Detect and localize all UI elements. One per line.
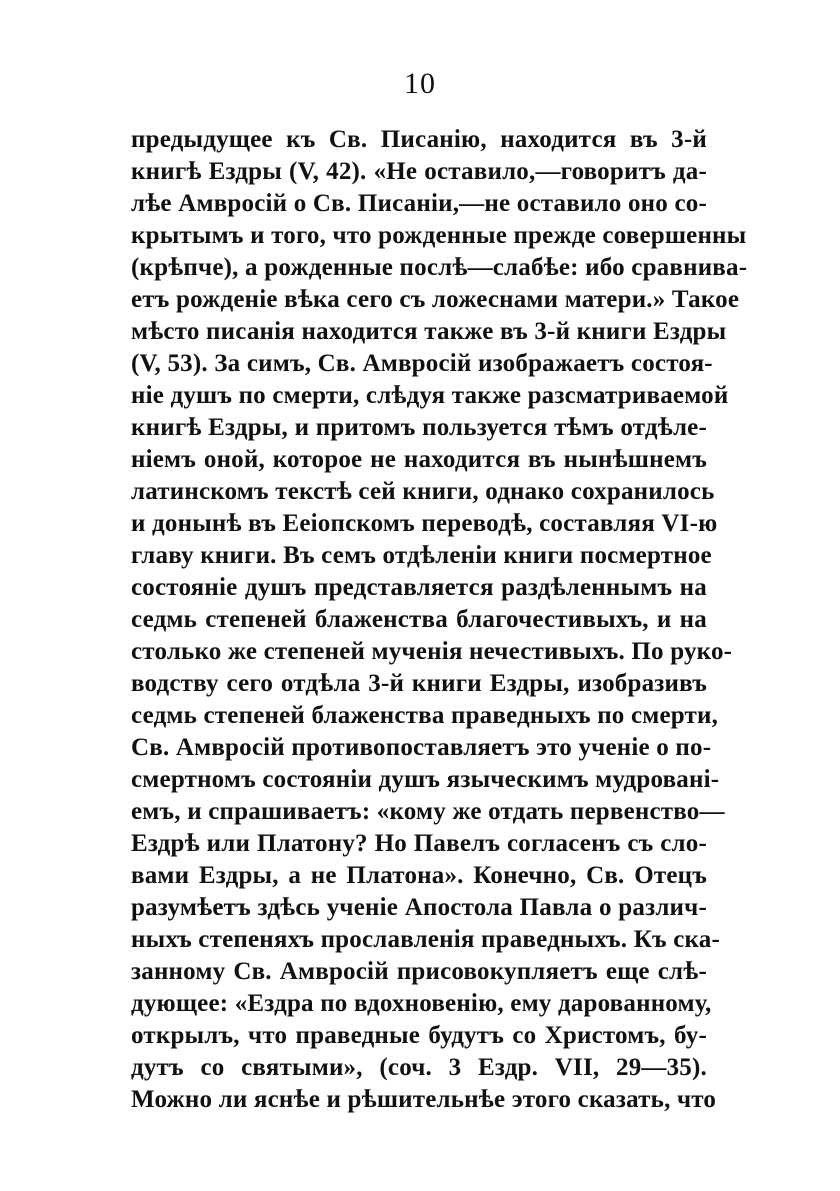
text-line: предыдущее къ Св. Писанію, находится въ 3-й xyxy=(131,126,707,153)
text-line: столько же степеней мученія нечестивыхъ. По руко- xyxy=(131,638,733,665)
text-line: лѣе Амвросій о Св. Писаніи,—не оставило оно со- xyxy=(131,190,707,217)
text-line: ніемъ оной, которое не находится въ нынѣшнемъ xyxy=(131,446,707,473)
text-line: книгѣ Ездры, и притомъ пользуется тѣмъ отдѣле- xyxy=(131,414,707,441)
text-line: (V, 53). За симъ, Св. Амвросій изображаетъ состоя- xyxy=(131,350,713,377)
text-line: занному Св. Амвросій присовокупляетъ еще слѣ- xyxy=(131,958,707,985)
text-line: вами Ездры, а не Платона». Конечно, Св. Отецъ xyxy=(131,862,707,889)
text-line: емъ, и спрашиваетъ: «кому же отдать первенство— xyxy=(131,798,725,825)
text-line: Св. Амвросій противопоставляетъ это ученіе о по- xyxy=(131,734,712,761)
text-line: седмь степеней блаженства праведныхъ по смерти, xyxy=(131,702,719,729)
text-line: водству сего отдѣла 3-й книги Ездры, изобразивъ xyxy=(131,670,707,697)
text-line: (крѣпче), а рожденные послѣ—слабѣе: ибо сравнива- xyxy=(131,254,748,281)
text-line: седмь степеней блаженства благочестивыхъ, и на xyxy=(131,606,707,633)
text-line: состояніе душъ представляется раздѣленнымъ на xyxy=(131,574,707,601)
text-line: смертномъ состояніи душъ языческимъ мудровані- xyxy=(131,766,720,793)
text-line: главу книги. Въ семъ отдѣленіи книги посмертное xyxy=(131,542,712,569)
text-line: открылъ, что праведные будутъ со Христомъ, бу- xyxy=(131,1022,707,1049)
text-line: етъ рожденіе вѣка сего съ ложеснами матери.» Такое xyxy=(131,286,740,313)
text-line: латинскомъ текстѣ сей книги, однако сохранилось xyxy=(131,478,715,505)
body-text xyxy=(131,124,748,1116)
text-line: ныхъ степеняхъ прославленія праведныхъ. Къ ска- xyxy=(131,926,720,953)
text-line: и донынѣ въ Ееіопскомъ переводѣ, составляя VI-ю xyxy=(131,510,718,537)
text-line: дутъ со святыми», (соч. 3 Ездр. VII, 29—35). xyxy=(131,1054,707,1081)
text-line: Ездрѣ или Платону? Но Павелъ согласенъ съ сло- xyxy=(131,830,707,857)
text-line: крытымъ и того, что рожденные прежде совершенны xyxy=(131,222,747,249)
page-number: 10 xyxy=(404,67,436,100)
text-line: мѣсто писанія находится также въ 3-й книги Ездры xyxy=(131,318,727,345)
text-line: дующее: «Ездра по вдохновенію, ему дарованному, xyxy=(131,990,712,1017)
text-line: книгѣ Ездры (V, 42). «Не оставило,—говоритъ да- xyxy=(131,158,707,185)
text-line: ніе душъ по смерти, слѣдуя также разсматриваемой xyxy=(131,382,729,409)
text-line: Можно ли яснѣе и рѣшительнѣе этого сказать, что xyxy=(131,1086,717,1113)
text-line: разумѣетъ здѣсь ученіе Апостола Павла о различ- xyxy=(131,894,707,921)
